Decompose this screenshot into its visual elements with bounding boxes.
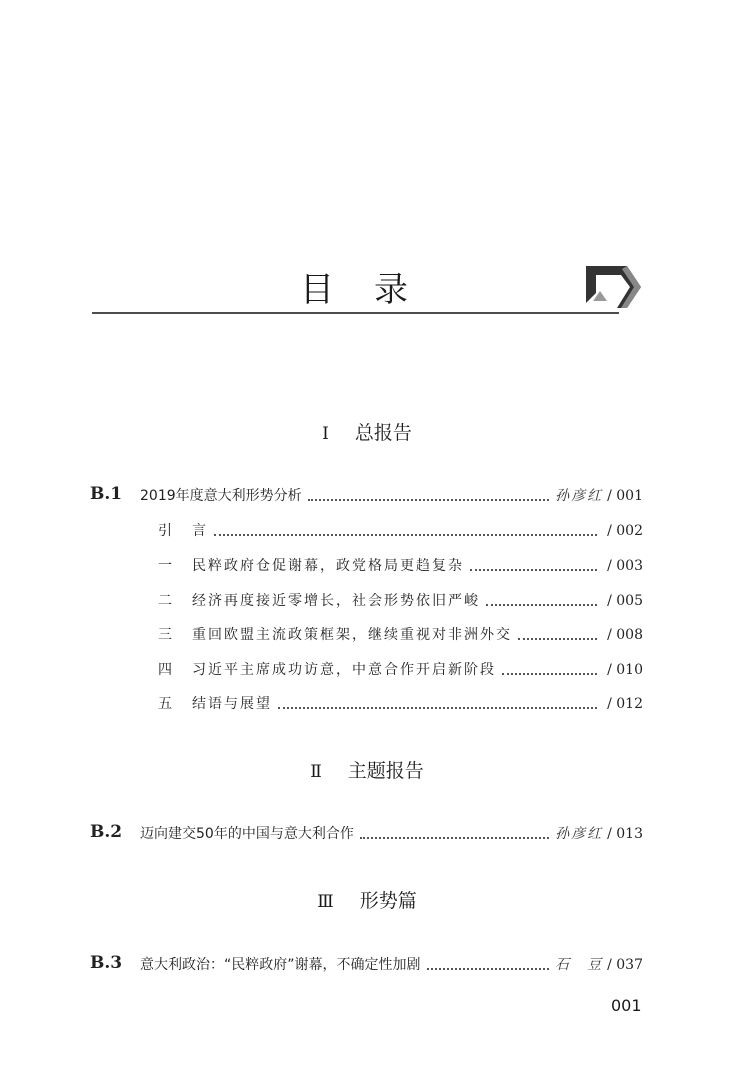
subentry-page: / 005 xyxy=(607,593,643,609)
subentry-title: 习近平主席成功访意，中意合作开启新阶段 xyxy=(192,662,496,678)
subentry-title: 重回欧盟主流政策框架，继续重视对非洲外交 xyxy=(192,627,512,643)
entry-title: 意大利政治：“民粹政府”谢幕，不确定性加剧 xyxy=(140,957,421,973)
toc-entry-b1[interactable] xyxy=(0,482,734,506)
subentry-number: 引 xyxy=(158,523,172,539)
entry-code: B.3 xyxy=(90,953,123,973)
dot-leader xyxy=(470,569,597,571)
toc-entry-b2[interactable] xyxy=(0,820,734,844)
entry-title: 2019年度意大利形势分析 xyxy=(140,488,302,504)
dot-leader xyxy=(360,837,549,839)
dot-leader xyxy=(518,638,597,640)
toc-subentry[interactable] xyxy=(0,587,734,611)
subentry-page: / 003 xyxy=(607,558,643,574)
dot-leader xyxy=(502,673,597,675)
dot-leader xyxy=(486,604,597,606)
entry-author: 孙彦红 xyxy=(555,488,604,504)
section-label: 形势篇 xyxy=(359,890,417,912)
subentry-title: 民粹政府仓促谢幕，政党格局更趋复杂 xyxy=(192,558,464,574)
toc-subentry[interactable] xyxy=(0,621,734,645)
subentry-page: / 002 xyxy=(607,523,643,539)
toc-subentry[interactable] xyxy=(0,656,734,680)
subentry-number: 四 xyxy=(158,662,172,678)
dot-leader xyxy=(427,968,550,970)
title-rule xyxy=(92,312,619,314)
section-numeral: Ⅲ xyxy=(317,892,334,912)
section-label: 主题报告 xyxy=(347,760,424,782)
subentry-title: 言 xyxy=(192,523,208,539)
section-numeral: Ⅰ xyxy=(322,424,329,444)
subentry-page: / 010 xyxy=(607,662,643,678)
section-heading-3 xyxy=(0,886,734,913)
toc-subentry[interactable] xyxy=(0,690,734,714)
toc-entry-b3[interactable] xyxy=(0,951,734,975)
section-heading-1 xyxy=(0,418,734,445)
entry-page: / 037 xyxy=(607,957,643,973)
toc-subentry[interactable] xyxy=(0,517,734,541)
subentry-number: 五 xyxy=(158,696,172,712)
entry-author: 石 豆 xyxy=(555,957,604,973)
subentry-page: / 008 xyxy=(607,627,643,643)
dot-leader xyxy=(308,499,549,501)
entry-code: B.1 xyxy=(90,484,123,504)
subentry-page: / 012 xyxy=(607,696,643,712)
subentry-number: 三 xyxy=(158,627,172,643)
section-numeral: Ⅱ xyxy=(310,762,322,782)
entry-page: / 013 xyxy=(607,826,643,842)
page-number: 001 xyxy=(611,996,642,1015)
entry-page: / 001 xyxy=(607,488,643,504)
entry-author: 孙彦红 xyxy=(555,826,604,842)
entry-title: 迈向建交50年的中国与意大利合作 xyxy=(140,826,354,842)
subentry-number: 一 xyxy=(158,558,172,574)
series-logo-icon xyxy=(583,263,645,315)
dot-leader xyxy=(214,534,597,536)
entry-code: B.2 xyxy=(90,822,123,842)
subentry-title: 经济再度接近零增长，社会形势依旧严峻 xyxy=(192,593,480,609)
dot-leader xyxy=(278,707,597,709)
subentry-title: 结语与展望 xyxy=(192,696,272,712)
subentry-number: 二 xyxy=(158,593,172,609)
toc-subentry[interactable] xyxy=(0,552,734,576)
section-label: 总报告 xyxy=(354,422,412,444)
section-heading-2 xyxy=(0,756,734,783)
page-title: 目录 xyxy=(300,270,448,310)
